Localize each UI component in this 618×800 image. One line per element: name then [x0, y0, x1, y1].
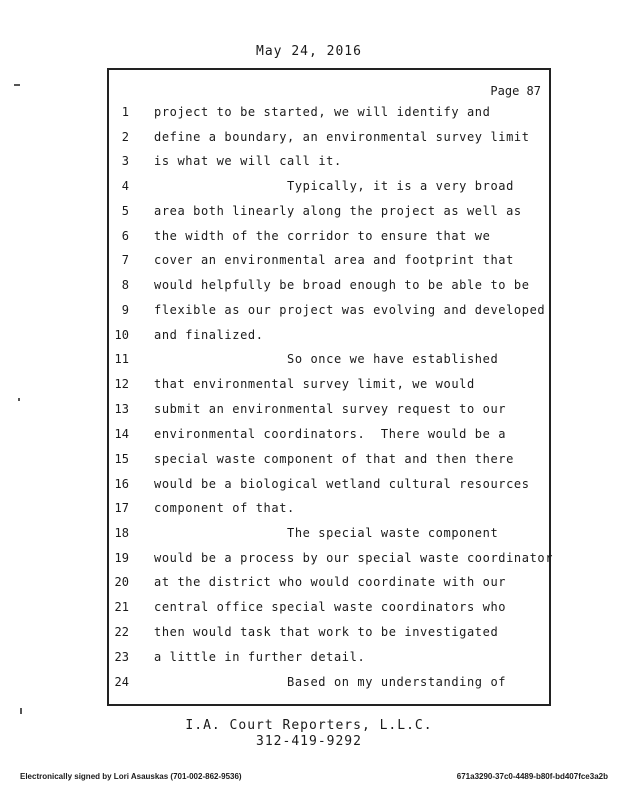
scan-speck: [14, 84, 20, 86]
line-number: 1: [121, 105, 129, 119]
line-number: 6: [121, 229, 129, 243]
line-text: Based on my understanding of: [287, 675, 507, 689]
line-text: submit an environmental survey request to our: [154, 402, 507, 416]
line-text: the width of the corridor to ensure that we: [154, 229, 491, 243]
line-number: 2: [121, 130, 129, 144]
line-text: area both linearly along the project as well as: [154, 204, 522, 218]
line-number: 5: [121, 204, 129, 218]
line-text: define a boundary, an environmental survey limit: [154, 130, 530, 144]
line-text: special waste component of that and then there: [154, 452, 514, 466]
line-text: would helpfully be broad enough to be able to be: [154, 278, 530, 292]
scan-speck: [20, 708, 22, 714]
scan-speck: [18, 398, 20, 401]
line-number: 22: [114, 625, 129, 639]
line-number: 11: [114, 352, 129, 366]
line-text: would be a process by our special waste coordinator: [154, 551, 554, 565]
line-number: 8: [121, 278, 129, 292]
line-text: cover an environmental area and footprint that: [154, 253, 514, 267]
line-text: The special waste component: [287, 526, 499, 540]
line-number: 10: [114, 328, 129, 342]
line-number: 13: [114, 402, 129, 416]
electronic-signature-note: Electronically signed by Lori Asauskas (701-002-862-9536): [20, 772, 242, 781]
line-number: 20: [114, 575, 129, 589]
line-number: 14: [114, 427, 129, 441]
court-reporter-phone: 312-419-9292: [256, 734, 362, 749]
line-text: a little in further detail.: [154, 650, 366, 664]
document-hash: 671a3290-37c0-4489-b80f-bd407fce3a2b: [456, 772, 608, 781]
line-number: 3: [121, 154, 129, 168]
line-text: So once we have established: [287, 352, 499, 366]
line-text: component of that.: [154, 501, 295, 515]
line-text: central office special waste coordinators who: [154, 600, 507, 614]
line-text: would be a biological wetland cultural resources: [154, 477, 530, 491]
line-number: 7: [121, 253, 129, 267]
line-number: 24: [114, 675, 129, 689]
line-text: that environmental survey limit, we would: [154, 377, 475, 391]
court-reporter-name: I.A. Court Reporters, L.L.C.: [185, 718, 433, 733]
line-number: 9: [121, 303, 129, 317]
page-number: Page 87: [490, 84, 541, 98]
line-text: project to be started, we will identify and: [154, 105, 491, 119]
line-text: environmental coordinators. There would be a: [154, 427, 507, 441]
line-number: 21: [114, 600, 129, 614]
line-number: 4: [121, 179, 129, 193]
line-text: and finalized.: [154, 328, 264, 342]
line-number: 17: [114, 501, 129, 515]
line-text: Typically, it is a very broad: [287, 179, 514, 193]
line-number: 19: [114, 551, 129, 565]
line-number: 12: [114, 377, 129, 391]
page-date: May 24, 2016: [256, 44, 362, 59]
line-number: 23: [114, 650, 129, 664]
line-text: flexible as our project was evolving and developed: [154, 303, 546, 317]
line-number: 18: [114, 526, 129, 540]
line-text: is what we will call it.: [154, 154, 342, 168]
line-number: 16: [114, 477, 129, 491]
line-text: at the district who would coordinate with our: [154, 575, 507, 589]
transcript-frame: [107, 68, 554, 706]
line-number: 15: [114, 452, 129, 466]
line-text: then would task that work to be investigated: [154, 625, 499, 639]
